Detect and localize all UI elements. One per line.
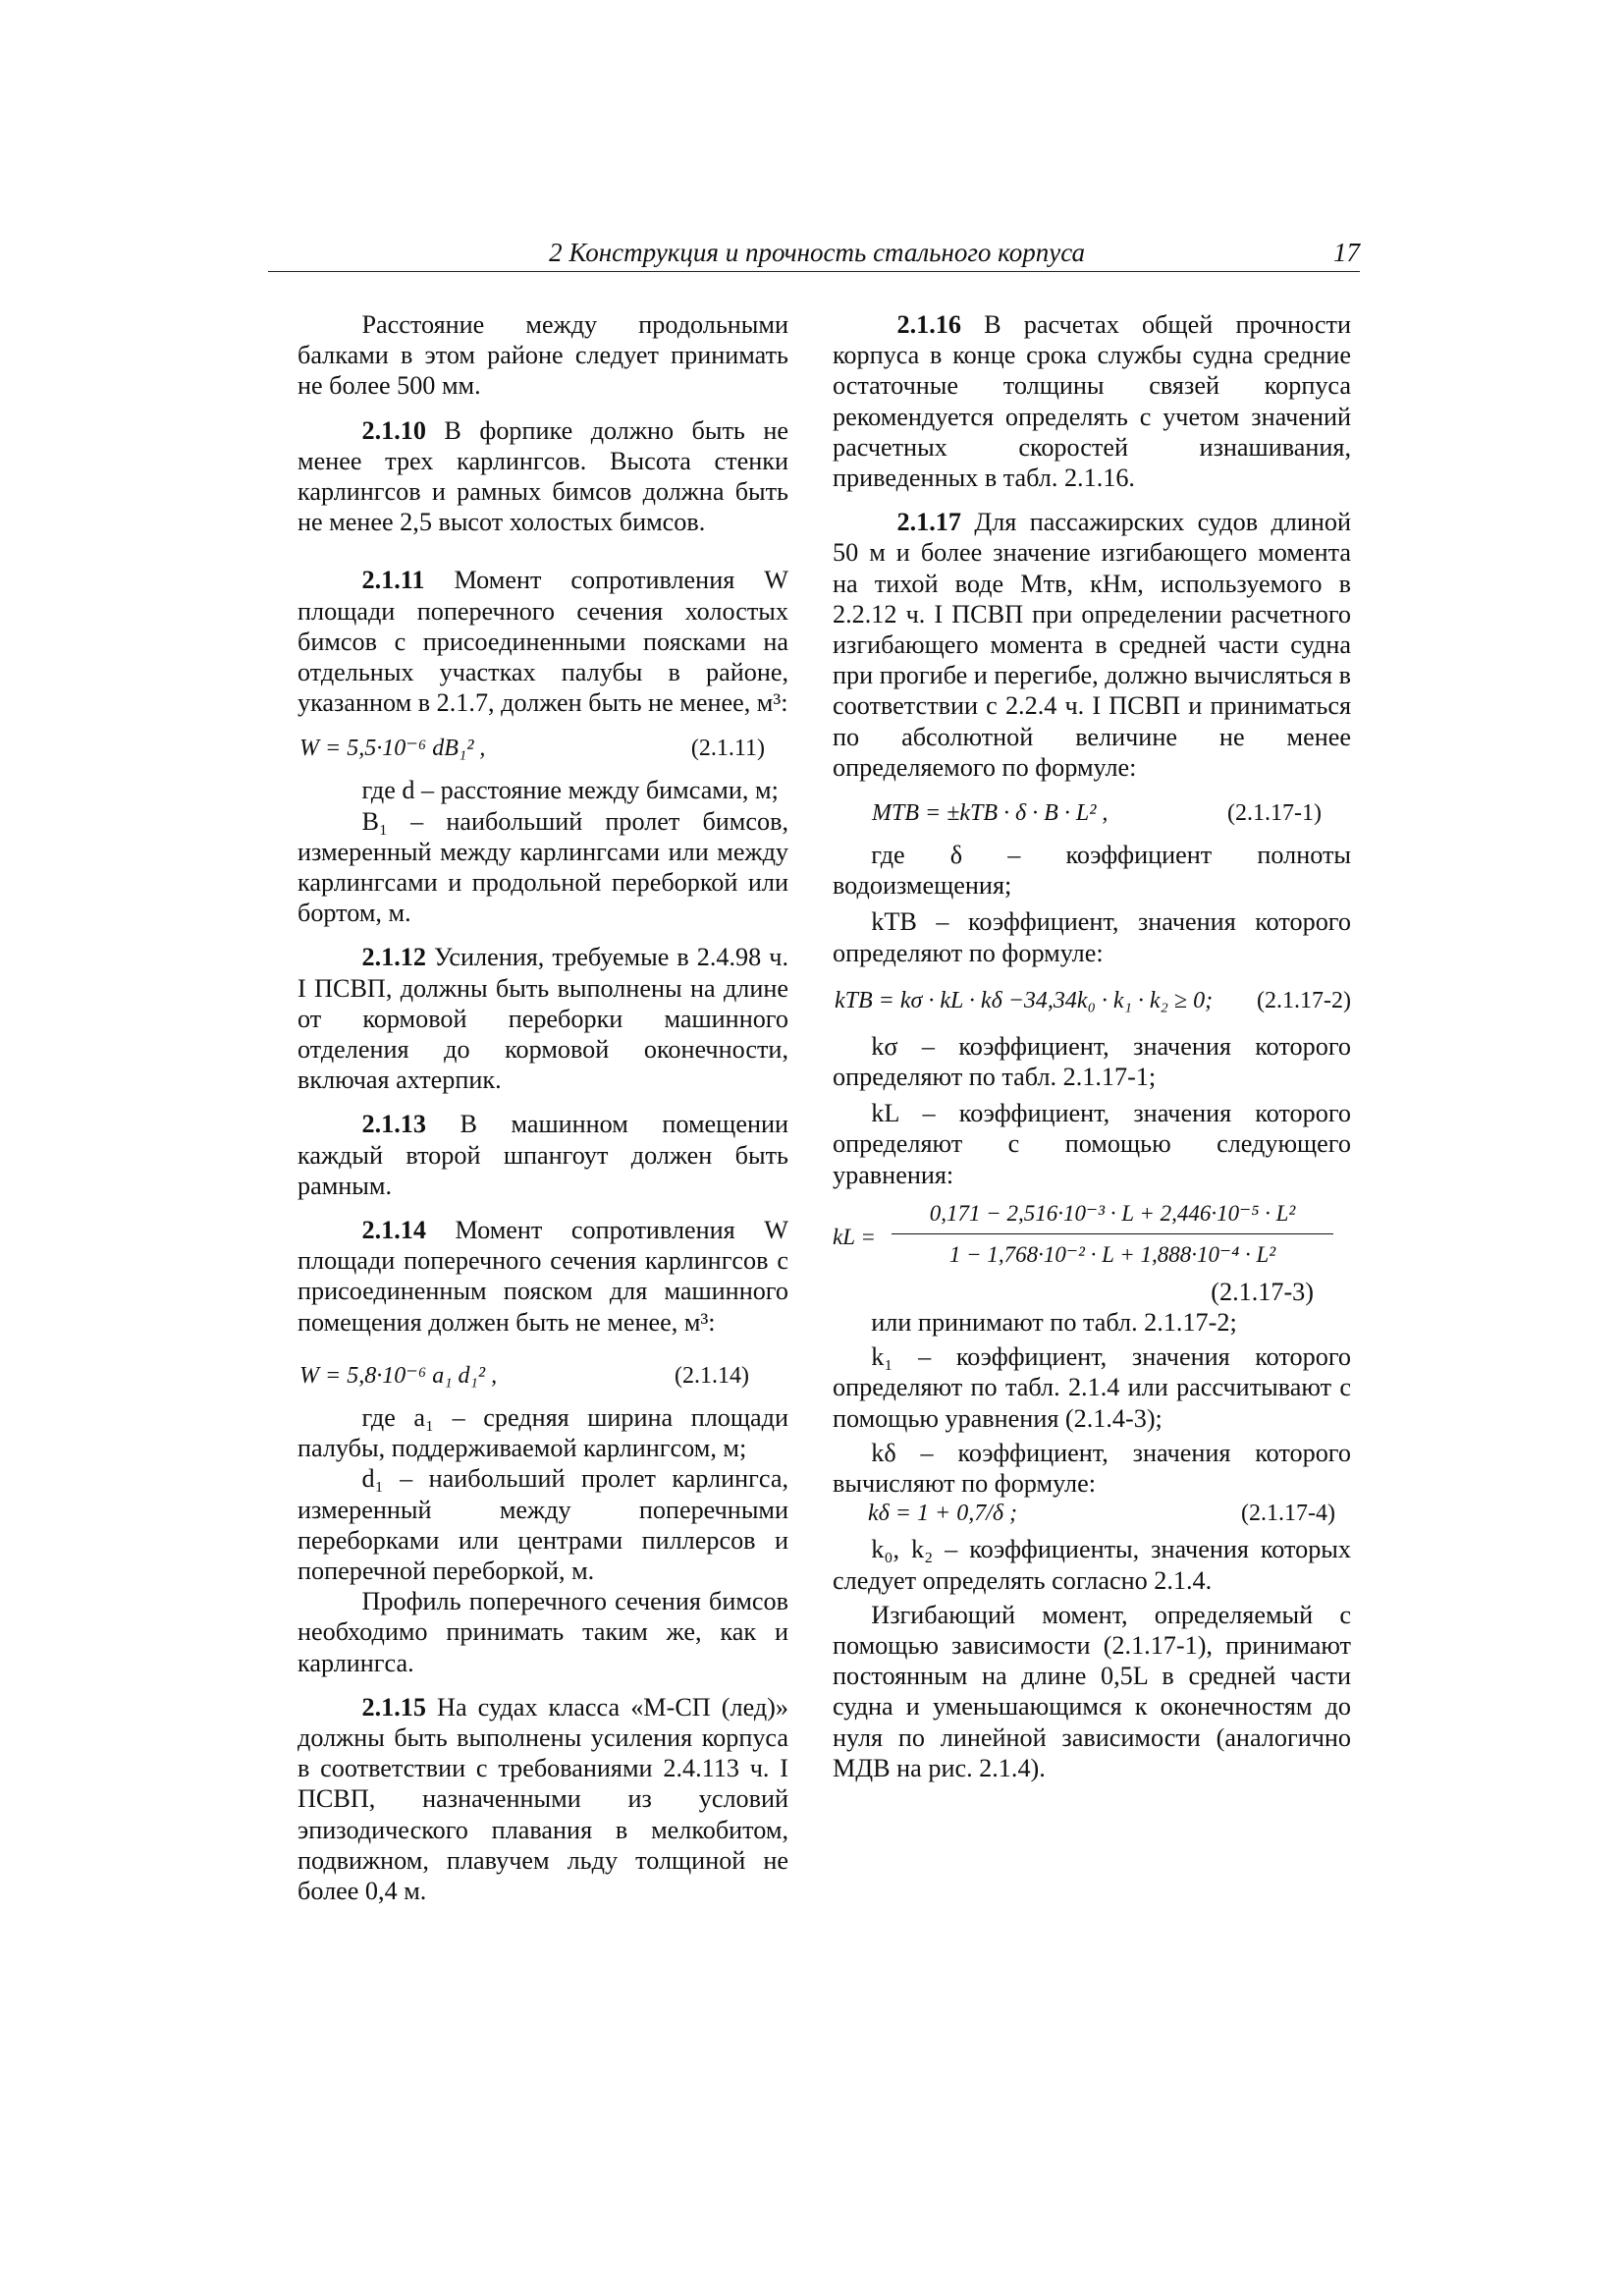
definition-kdelta: kδ – коэффициент, значения которого вычисляют по формуле: [833,1438,1351,1499]
section-2-1-15 [298,1692,788,1906]
formula-2-1-17-1 [833,793,1351,836]
section-2-1-12 [298,942,788,1095]
section-2-1-14 [298,1215,788,1338]
formula-2-1-14 [298,1355,788,1398]
definition-kl: kL – коэффициент, значения которого определяют с помощью следующего уравнения: [833,1099,1351,1189]
section-2-1-13 [298,1109,788,1201]
definition-d1: d₁ – наибольший пролет карлингса, измеренный между поперечными переборками или центрами пиллерсов и поперечной переборкой, м. [298,1464,788,1585]
section-2-1-11 [298,565,788,718]
section-2-1-16 [833,309,1351,493]
running-header-title: 2 Конструкция и прочность стального корпуса [549,238,1085,267]
formula-expression: MTB = ±kTB · δ · B · L² , [872,800,1109,827]
definition-ksigma: kσ – коэффициент, значения которого определяют по табл. 2.1.17-1; [833,1031,1351,1092]
formula-2-1-17-4 [833,1499,1351,1534]
section-number: 2.1.17 [896,508,961,537]
fraction-numerator: 0,171 − 2,516·10⁻³ · L + 2,446·10⁻⁵ · L² [929,1200,1296,1226]
section-number: 2.1.13 [361,1110,426,1139]
formula-2-1-17-2 [833,980,1351,1023]
section-number: 2.1.15 [361,1692,426,1722]
section-number: 2.1.10 [361,415,426,445]
formula-expression: W = 5,5·10⁻⁶ dB₁² , [299,736,486,762]
definition-a1: где a₁ – средняя ширина площади палубы, поддерживаемой карлингсом, м; [298,1402,788,1463]
running-header [268,236,1360,272]
paragraph: Расстояние между продольными балками в этом районе следует принимать не более 500 мм. [298,310,788,401]
equation-number: (2.1.11) [690,736,765,762]
equation-number: (2.1.17-1) [1227,800,1322,827]
page-number: 17 [1333,238,1360,267]
paragraph-or-table: или принимают по табл. 2.1.17-2; [871,1308,1237,1338]
formula-lhs: kL = [833,1224,876,1249]
left-column [298,309,788,1906]
definition-k0-k2: k₀, k₂ – коэффициенты, значения которых следует определять согласно 2.1.4. [833,1535,1351,1595]
equation-number: (2.1.14) [675,1362,749,1389]
equation-number: (2.1.17-4) [1241,1501,1335,1527]
paragraph-final: Изгибающий момент, определяемый с помощью зависимости (2.1.17-1), принимают постоянным на длине 0,5L в средней части судна и уменьшающимся к оконечностям до нуля по линейной зависимости (аналогично MДВ на рис. 2.1.4). [833,1600,1351,1782]
section-2-1-17 [833,507,1351,783]
paragraph-profile: Профиль поперечного сечения бимсов необходимо принимать таким же, как и карлингса. [298,1587,788,1677]
formula-expression: kδ = 1 + 0,7/δ ; [868,1501,1018,1527]
section-text: В форпике должно быть не менее трех карлингсов. Высота стенки карлингсов и рамных бимсов должна быть не менее 2,5 высот холостых бимсов. [298,415,788,537]
equation-number: (2.1.17-3) [1211,1277,1314,1306]
section-text: Для пассажирских судов длиной 50 м и более значение изгибающего момента на тихой воде Mтв, кНм, используемого в 2.2.12 ч. I ПСВП при определении расчетного изгибающего момента в средней части судна при прогибе и перегибе, должно вычисляться в соответствии с 2.2.4 ч. I ПСВП и приниматься по абсолютной величине не менее определяемого по формуле: [833,508,1351,782]
definition-d: где d – расстояние между бимсами, м; [361,776,779,805]
right-column [833,309,1351,1783]
formula-expression: W = 5,8·10⁻⁶ a₁ d₁² , [299,1362,498,1389]
formula-2-1-11 [298,728,788,771]
section-2-1-10 [298,415,788,538]
section-text: Момент сопротивления W площади поперечного сечения карлингсов с присоединенным пояском для машинного помещения должен быть не менее, м³: [298,1216,788,1337]
definition-delta: где δ – коэффициент полноты водоизмещения; [833,841,1351,901]
definition-k1: k₁ – коэффициент, значения которого определяют по табл. 2.1.4 или рассчитывают с помощью уравнения (2.1.4-3); [833,1342,1351,1433]
formula-expression: kTB = kσ · kL · kδ −34,34k₀ · k₁ · k₂ ≥ 0; [835,987,1214,1013]
section-number: 2.1.12 [361,943,426,972]
section-number: 2.1.11 [361,566,425,595]
section-number: 2.1.14 [361,1216,426,1245]
section-text: Усиления, требуемые в 2.4.98 ч. I ПСВП, должны быть выполнены на длине от кормовой переборки машинного отделения до кормовой оконечности, включая ахтерпик. [298,943,788,1095]
section-text: На судах класса «М-СП (лед)» должны быть выполнены усиления корпуса в соответствии с требованиями 2.4.113 ч. I ПСВП, назначенными из условий эпизодического плавания в мелкобитом, подвижном, плавучем льду толщиной не более 0,4 м. [298,1692,788,1905]
formula-2-1-17-3 [833,1198,1351,1277]
section-number: 2.1.16 [896,310,961,339]
section-text: В расчетах общей прочности корпуса в конце срока службы судна средние остаточные толщины связей корпуса рекомендуется определять с учетом значений расчетных скоростей изнашивания, приведенных в табл. 2.1.16. [833,310,1351,493]
fraction-denominator: 1 − 1,768·10⁻² · L + 1,888·10⁻⁴ · L² [948,1241,1276,1267]
definition-b1: B₁ – наибольший пролет бимсов, измеренный между карлингсами или между карлингсами и продольной переборкой или бортом, м. [298,806,788,928]
definition-ktb: kTB – коэффициент, значения которого определяют по формуле: [833,907,1351,967]
section-text: Момент сопротивления W площади поперечного сечения холостых бимсов с присоединенными поясками на отдельных участках палубы в районе, указанном в 2.1.7, должен быть не менее, м³: [298,566,788,718]
section-text: В машинном помещении каждый второй шпангоут должен быть рамным. [298,1110,788,1200]
equation-number: (2.1.17-2) [1257,987,1351,1013]
fraction-bar [892,1233,1333,1234]
